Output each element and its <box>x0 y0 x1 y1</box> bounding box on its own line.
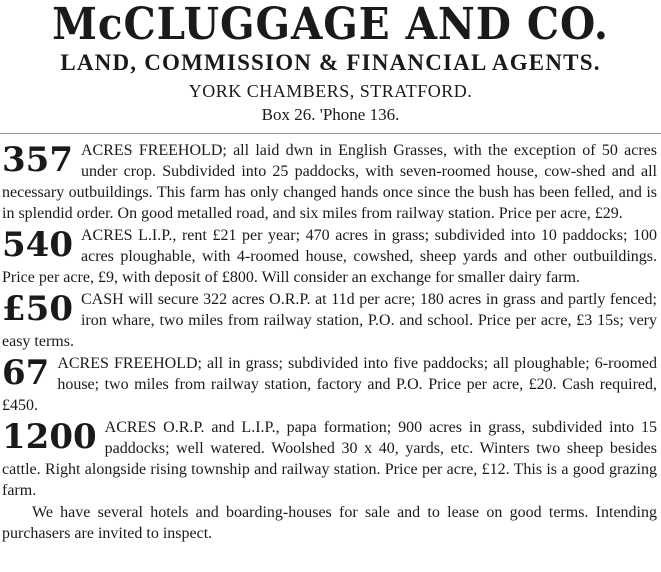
listing-lead-number: 357 <box>2 140 73 180</box>
listing-540 <box>2 225 657 288</box>
listing-357 <box>2 140 657 224</box>
listing-67 <box>2 353 657 416</box>
address-line: YORK CHAMBERS, STRATFORD. <box>188 81 473 101</box>
box-phone-line: Box 26. 'Phone 136. <box>261 105 400 124</box>
listing-1200 <box>2 417 657 501</box>
firm-name: McCLUGGAGE AND CO. <box>52 0 609 50</box>
agents-line: LAND, COMMISSION & FINANCIAL AGENTS. <box>60 50 601 75</box>
listing-lead-number: 1200 <box>2 417 97 457</box>
listings-body <box>2 140 657 544</box>
closing-paragraph: We have several hotels and boarding-houses for sale and to lease on good terms. Intending purchasers are invited to inspect. <box>2 504 657 542</box>
listing-lead-number: £50 <box>2 289 73 329</box>
listing-text: ACRES O.R.P. and L.I.P., papa formation; 900 acres in grass, subdivided into 15 paddocks; well watered. Woolshed 30 x 40, yards, etc. Winters two sheep besides cattle. Right alongside rising township and railway station. Price per acre, £12. This is a good grazing farm. <box>2 419 657 499</box>
listing-text: ACRES FREEHOLD; all in grass; subdivided into five paddocks; all ploughable; 6-roomed house; two miles from railway station, factory and P.O. Price per acre, £20. Cash required, £450. <box>2 355 657 414</box>
listing-text: CASH will secure 322 acres O.R.P. at 11d per acre; 180 acres in grass and partly fenced; iron whare, two miles from railway station, P.O. and school. Price per acre, £3 15s; very easy terms. <box>2 291 657 350</box>
listing-text: ACRES FREEHOLD; all laid dwn in English Grasses, with the exception of 50 acres under crop. Subdivided into 25 paddocks, with seven-roomed house, cow-shed and all necessary outbuildings. This farm has only changed hands once since the bush has been felled, and is in splendid order. On good metalled road, and six miles from railway station. Price per acre, £29. <box>2 142 657 222</box>
listing-text: ACRES L.I.P., rent £21 per year; 470 acres in grass; subdivided into 10 paddocks; 100 acres ploughable, with 4-roomed house, cowshed, sheep yards and other outbuildings. Price per acre, £9, with deposit of £800. Will consider an exchange for smaller dairy farm. <box>2 227 657 286</box>
listing-lead-number: 67 <box>2 353 50 393</box>
listing-50-cash <box>2 289 657 352</box>
listing-lead-number: 540 <box>2 225 73 265</box>
header-divider <box>0 133 661 134</box>
